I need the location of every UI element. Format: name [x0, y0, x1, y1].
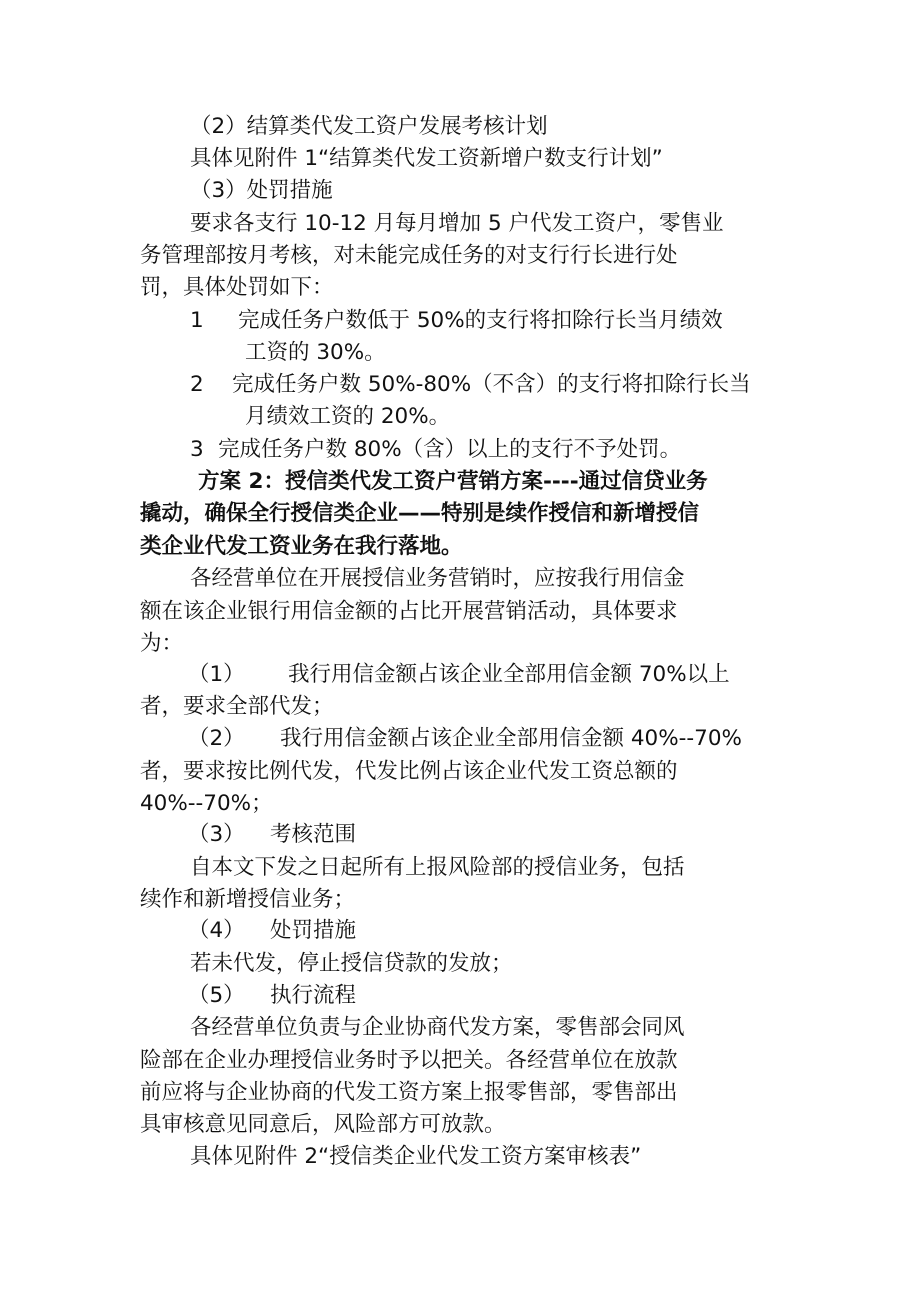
- attachment2-reference: 具体见附件 2“授信类企业代发工资方案审核表”: [190, 1144, 642, 1169]
- item-1-line-1: 我行用信金额占该企业全部用信金额 70%以上: [288, 662, 730, 687]
- requirement-line-3: 罚，具体处罚如下：: [140, 275, 334, 300]
- plan2-title-line-3: 类企业代发工资业务在我行落地。: [140, 534, 463, 559]
- item-3-number: （3）: [188, 822, 245, 847]
- item-4-title: 处罚措施: [270, 918, 357, 943]
- plan2-intro-line-2: 额在该企业银行用信金额的占比开展营销活动，具体要求: [140, 599, 678, 624]
- item-2-line-1: 我行用信金额占该企业全部用信金额 40%--70%: [280, 726, 742, 751]
- item-2-number: （2）: [188, 726, 245, 751]
- process-line-4: 具审核意见同意后，风险部方可放款。: [140, 1112, 506, 1137]
- plan2-intro-line-1: 各经营单位在开展授信业务营销时，应按我行用信金: [190, 566, 685, 591]
- section3-heading: （3）处罚措施: [190, 178, 333, 203]
- item-5-title: 执行流程: [270, 983, 357, 1008]
- penalty-item-2-line-1: 完成任务户数 50%-80%（不含）的支行将扣除行长当: [232, 372, 751, 397]
- item-2-line-3: 40%--70%；: [140, 791, 273, 816]
- process-line-2: 险部在企业办理授信业务时予以把关。各经营单位在放款: [140, 1048, 678, 1073]
- penalty-measure-line: 若未代发，停止授信贷款的发放；: [190, 951, 513, 976]
- item-3-title: 考核范围: [270, 822, 357, 847]
- penalty-item-3-line-1: 完成任务户数 80%（含）以上的支行不予处罚。: [218, 437, 682, 462]
- penalty-item-1-line-1: 完成任务户数低于 50%的支行将扣除行长当月绩效: [238, 308, 723, 333]
- section2-heading: （2）结算类代发工资户发展考核计划: [190, 114, 548, 139]
- scope-line-1: 自本文下发之日起所有上报风险部的授信业务，包括: [190, 855, 685, 880]
- plan2-title-line-1: 方案 2：授信类代发工资户营销方案----通过信贷业务: [198, 469, 708, 494]
- attachment1-reference: 具体见附件 1“结算类代发工资新增户数支行计划”: [190, 146, 663, 171]
- item-1-line-2: 者，要求全部代发；: [140, 694, 334, 719]
- item-4-number: （4）: [188, 918, 245, 943]
- penalty-item-3-number: 3: [190, 437, 204, 462]
- plan2-intro-line-3: 为：: [140, 631, 184, 656]
- plan2-title-line-2: 撬动，确保全行授信类企业——特别是续作授信和新增授信: [140, 501, 700, 526]
- process-line-3: 前应将与企业协商的代发工资方案上报零售部，零售部出: [140, 1080, 678, 1105]
- item-1-number: （1）: [188, 662, 245, 687]
- penalty-item-1-number: 1: [190, 308, 204, 333]
- penalty-item-2-line-2: 月绩效工资的 20%。: [245, 404, 451, 429]
- scope-line-2: 续作和新增授信业务；: [140, 887, 356, 912]
- item-5-number: （5）: [188, 983, 245, 1008]
- requirement-line-1: 要求各支行 10-12 月每月增加 5 户代发工资户，零售业: [190, 211, 724, 236]
- process-line-1: 各经营单位负责与企业协商代发方案，零售部会同风: [190, 1015, 685, 1040]
- item-2-line-2: 者，要求按比例代发，代发比例占该企业代发工资总额的: [140, 759, 678, 784]
- requirement-line-2: 务管理部按月考核，对未能完成任务的对支行行长进行处: [140, 243, 678, 268]
- penalty-item-1-line-2: 工资的 30%。: [245, 340, 386, 365]
- penalty-item-2-number: 2: [190, 372, 204, 397]
